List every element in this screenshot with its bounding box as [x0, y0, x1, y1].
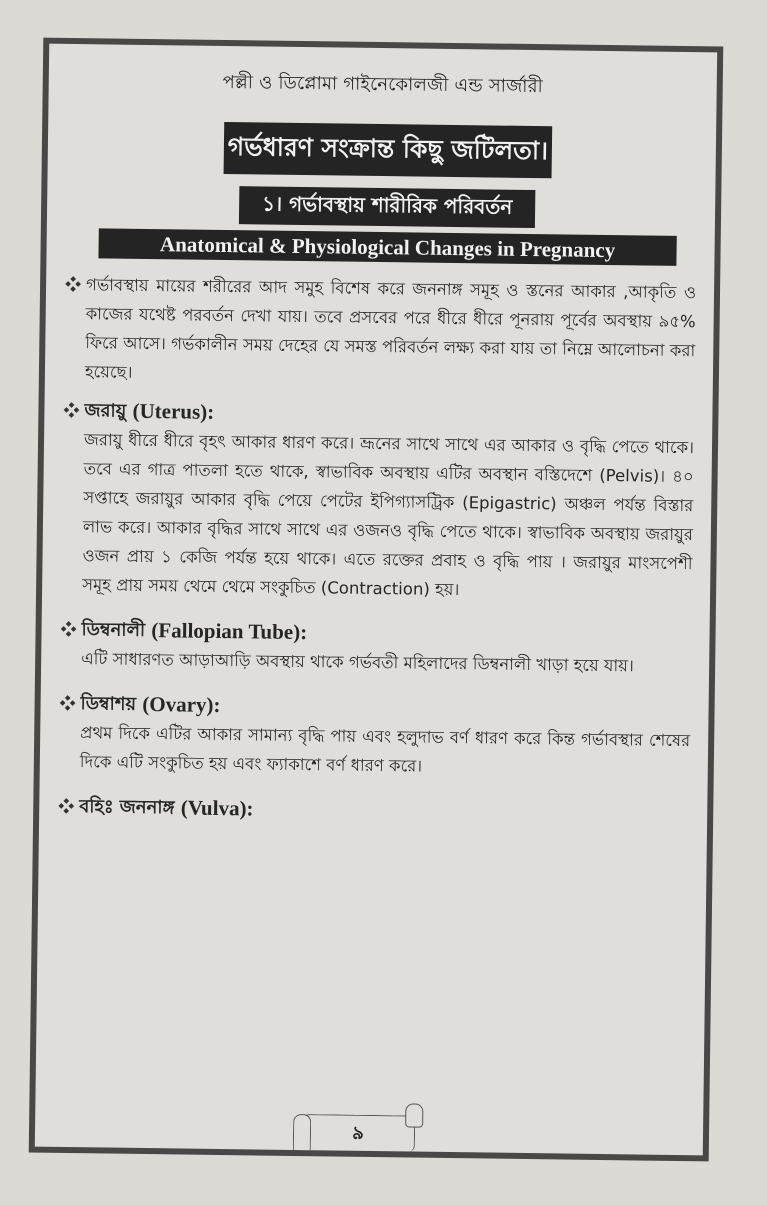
- diamond-bullet-icon: [57, 792, 79, 821]
- diamond-bullet-icon: [59, 615, 81, 644]
- heading-english: (Uterus):: [132, 398, 215, 424]
- heading-english: (Fallopian Tube):: [151, 618, 308, 645]
- intro-bullet: [63, 270, 696, 394]
- diamond-bullet-icon: [62, 396, 84, 425]
- diamond-bullet-icon: [58, 689, 80, 718]
- section-paragraph: প্রথম দিকে এটির আকার সামান্য বৃদ্ধি পায় এবং হলুদাভ বর্ণ ধারণ করে কিন্ত গর্ভাবস্থার শেষের দিকে এটি সংকুচিত হয় এবং ফ্যাকাশে বর্ণ ধারণ করে।: [79, 723, 691, 776]
- section-paragraph: জরায়ু ধীরে ধীরে বৃহৎ আকার ধারণ করে। ভ্রূনের সাথে সাথে এর আকার ও বৃদ্ধি পেতে থাকে। তবে এর গাত্র পাতলা হতে থাকে, স্বাভাবিক অবস্থায় এটির অবস্থান বস্তিদেশে (Pelvis)। ৪০ সপ্তাহে জরায়ুর আকার বৃদ্ধি পেয়ে পেটের ইপিগ্যাসট্রিক (Epigastric) অঞ্চল পর্যন্ত বিস্তার লাভ করে। আকার বৃদ্ধির সাথে সাথে এর ওজনও বৃদ্ধি পেতে থাকে। স্বাভাবিক অবস্থায় জরায়ুর ওজন প্রায় ১ কেজি পর্যন্ত হয়ে থাকে। এতে রক্তের প্রবাহ ও বৃদ্ধি পায় । জরায়ুর মাংসপেশী সমূহ প্রায় সময় থেমে থেমে সংকুচিত (Contraction) হয়।: [82, 430, 695, 600]
- section-paragraph: এটি সাধারণত আড়াআড়ি অবস্থায় থাকে গর্ভবতী মহিলাদের ডিম্বনালী খাড়া হয়ে যায়।: [81, 649, 634, 676]
- chapter-title: গর্ভধারণ সংক্রান্ত কিছু জটিলতা।: [224, 122, 553, 178]
- heading-bengali: জরায়ু: [84, 400, 127, 422]
- section-title: ১। গর্ভাবস্থায় শারীরিক পরিবর্তন: [239, 186, 535, 228]
- page-content: [57, 270, 696, 839]
- page-number-scroll: [293, 1102, 424, 1152]
- section-vulva: [57, 792, 689, 829]
- intro-block: [63, 270, 696, 394]
- section-fallopian-tube: [59, 615, 692, 681]
- page-frame: [29, 38, 724, 1162]
- heading-english: (Vulva):: [180, 795, 254, 821]
- heading-bengali: ডিম্বনালী: [81, 619, 146, 641]
- running-head: পল্লী ও ডিপ্লোমা গাইনেকোলজী এন্ড সার্জারী: [222, 71, 544, 98]
- section-uterus: [60, 396, 695, 607]
- section-subtitle: Anatomical & Physiological Changes in Pregnancy: [98, 228, 676, 266]
- section-heading: [57, 792, 689, 829]
- page-number: ৯: [352, 1122, 364, 1144]
- heading-bengali: বহিঃ জননাঙ্গ: [79, 796, 175, 819]
- intro-paragraph: গর্ভাবস্থায় মায়ের শরীরের আদ সমুহ বিশেষ করে জননাঙ্গ সমূহ ও স্তনের আকার ,আকৃতি ও কাজের যথেষ্ট পরবর্তন দেখা যায়। তবে প্রসবের পরে ধীরে ধীরে পূনরায় পূর্বের অবস্থায় ৯৫% ফিরে আসে। গর্ভকালীন সময় দেহের যে সমস্ত পরিবর্তন লক্ষ্য করা যায় তা নিম্নে আলোচনা করা হয়েছে।: [84, 275, 697, 382]
- heading-bengali: ডিম্বাশয়: [80, 693, 137, 715]
- diamond-bullet-icon: [64, 270, 86, 299]
- section-ovary: [58, 689, 691, 784]
- heading-english: (Ovary):: [142, 691, 221, 717]
